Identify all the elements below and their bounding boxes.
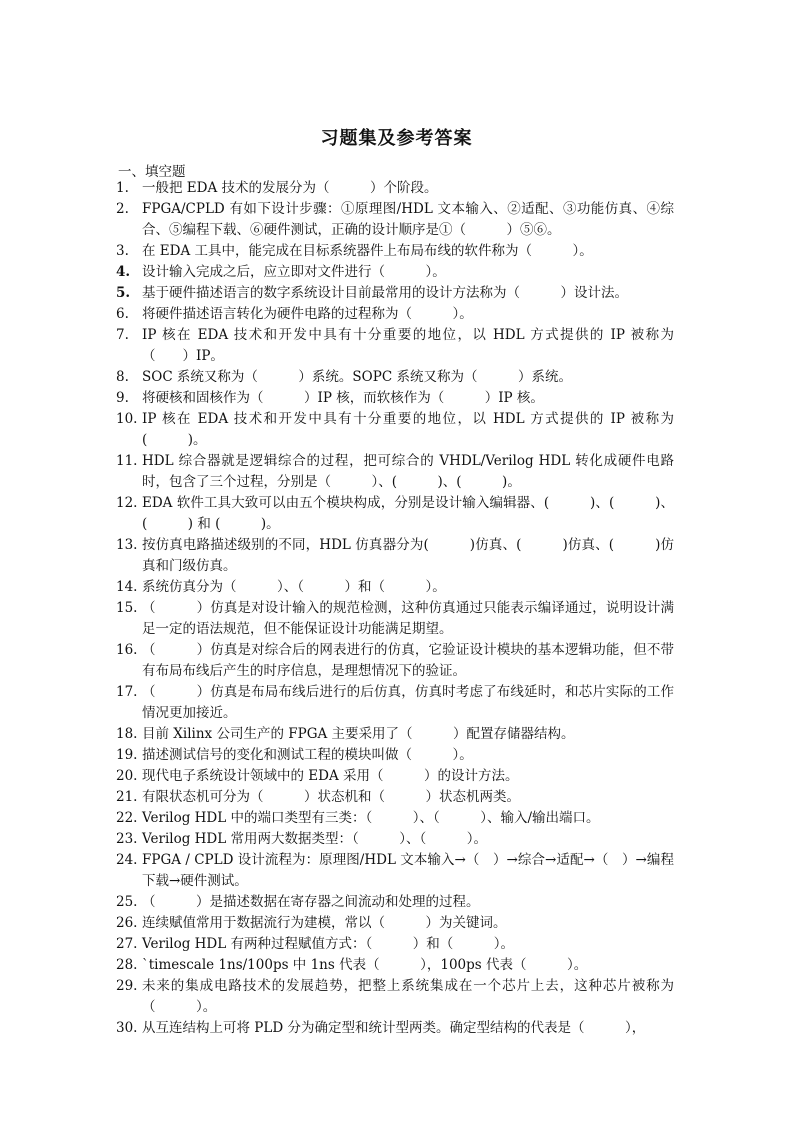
question-item — [0, 262, 674, 283]
question-number: 10. — [116, 411, 138, 427]
question-number: 30. — [116, 1020, 138, 1036]
page-title: 习题集及参考答案 — [320, 128, 473, 149]
question-item — [0, 934, 674, 955]
question-text: 系统仿真分为（ ）、（ ）和（ ）。 — [142, 579, 446, 595]
question-number: 13. — [116, 537, 138, 553]
question-item — [0, 955, 674, 976]
question-number: 21. — [116, 789, 138, 805]
question-text: 现代电子系统设计领域中的 EDA 采用（ ）的设计方法。 — [142, 768, 519, 784]
question-text: SOC 系统又称为（ ）系统。SOPC 系统又称为（ ）系统。 — [142, 369, 572, 385]
question-item — [0, 451, 674, 493]
question-text: 按仿真电路描述级别的不同，HDL 仿真器分为( )仿真、( )仿真、( )仿真和门级仿真。 — [142, 537, 674, 574]
question-item — [0, 304, 674, 325]
question-number: 22. — [116, 810, 138, 826]
question-text: 描述测试信号的变化和测试工程的模块叫做（ ）。 — [142, 747, 473, 763]
question-number: 2. — [116, 201, 129, 217]
question-item — [0, 787, 674, 808]
question-item — [0, 493, 674, 535]
question-text: FPGA/CPLD 有如下设计步骤：①原理图/HDL 文本输入、②适配、③功能仿真、④综合、⑤编程下载、⑥硬件测试，正确的设计顺序是①（ ）⑤⑥。 — [142, 201, 674, 238]
question-number: 9. — [116, 390, 129, 406]
question-number: 5. — [116, 285, 131, 301]
question-item — [0, 577, 674, 598]
question-number: 8. — [116, 369, 129, 385]
question-text: 从互连结构上可将 PLD 分为确定型和统计型两类。确定型结构的代表是（ ）， — [142, 1020, 646, 1036]
question-text: Verilog HDL 中的端口类型有三类：（ ）、（ ）、输入/输出端口。 — [142, 810, 600, 826]
question-item — [0, 724, 674, 745]
question-item — [0, 367, 674, 388]
question-text: IP 核在 EDA 技术和开发中具有十分重要的地位，以 HDL 方式提供的 IP 被称为( )。 — [142, 411, 674, 448]
question-text: EDA 软件工具大致可以由五个模块构成，分别是设计输入编辑器、( )、( )、( ) 和 ( )。 — [142, 495, 674, 532]
question-text: 设计输入完成之后，应立即对文件进行（ ）。 — [142, 264, 446, 280]
question-text: （ ）是描述数据在寄存器之间流动和处理的过程。 — [142, 894, 480, 910]
question-text: （ ）仿真是对综合后的网表进行的仿真，它验证设计模块的基本逻辑功能，但不带有布局布线后产生的时序信息，是理想情况下的验证。 — [142, 642, 674, 679]
question-item — [0, 892, 674, 913]
question-number: 15. — [116, 600, 138, 616]
question-number: 17. — [116, 684, 138, 700]
question-number: 16. — [116, 642, 138, 658]
question-text: 一般把 EDA 技术的发展分为（ ）个阶段。 — [142, 180, 438, 196]
question-text: 将硬件描述语言转化为硬件电路的过程称为（ ）。 — [142, 306, 473, 322]
question-number: 4. — [116, 264, 131, 280]
question-item — [0, 241, 674, 262]
question-number: 29. — [116, 978, 138, 994]
question-number: 7. — [116, 327, 129, 343]
question-text: （ ）仿真是对设计输入的规范检测，这种仿真通过只能表示编译通过，说明设计满足一定的语法规范，但不能保证设计功能满足期望。 — [142, 600, 674, 637]
question-number: 28. — [116, 957, 138, 973]
question-number: 3. — [116, 243, 129, 259]
question-item — [0, 283, 674, 304]
question-number: 24. — [116, 852, 138, 868]
question-text: 基于硬件描述语言的数字系统设计目前最常用的设计方法称为（ ）设计法。 — [142, 285, 628, 301]
question-item — [0, 829, 674, 850]
question-item — [0, 325, 674, 367]
question-number: 12. — [116, 495, 138, 511]
question-item — [0, 766, 674, 787]
question-text: 在 EDA 工具中，能完成在目标系统器件上布局布线的软件称为（ ）。 — [142, 243, 593, 259]
question-number: 19. — [116, 747, 138, 763]
question-number: 23. — [116, 831, 138, 847]
question-item — [0, 640, 674, 682]
question-number: 25. — [116, 894, 138, 910]
question-number: 26. — [116, 915, 138, 931]
question-text: 未来的集成电路技术的发展趋势，把整上系统集成在一个芯片上去，这种芯片被称为（ ）。 — [142, 978, 674, 1015]
question-text: 连续赋值常用于数据流行为建模，常以（ ）为关键词。 — [142, 915, 507, 931]
question-item — [0, 913, 674, 934]
question-text: Verilog HDL 常用两大数据类型：（ ）、（ ）。 — [142, 831, 488, 847]
question-item — [0, 745, 674, 766]
question-item — [0, 850, 674, 892]
question-text: 有限状态机可分为（ ）状态机和（ ）状态机两类。 — [142, 789, 520, 805]
question-text: （ ）仿真是布局布线后进行的后仿真，仿真时考虑了布线延时，和芯片实际的工作情况更加接近。 — [142, 684, 674, 721]
question-text: HDL 综合器就是逻辑综合的过程，把可综合的 VHDL/Verilog HDL 转化成硬件电路时，包含了三个过程，分别是（ ）、( )、( )。 — [142, 453, 674, 490]
question-number: 11. — [116, 453, 138, 469]
question-text: FPGA / CPLD 设计流程为：原理图/HDL 文本输入→（ ）→综合→适配→（ ）→编程下载→硬件测试。 — [142, 852, 674, 889]
question-number: 14. — [116, 579, 138, 595]
question-text: 目前 Xilinx 公司生产的 FPGA 主要采用了（ ）配置存储器结构。 — [142, 726, 575, 742]
question-text: Verilog HDL 有两种过程赋值方式：（ ）和（ ）。 — [142, 936, 515, 952]
question-item — [0, 199, 674, 241]
section-heading: 一、填空题 — [118, 164, 186, 180]
question-item — [0, 535, 674, 577]
question-item — [0, 976, 674, 1018]
question-list — [0, 178, 793, 1039]
question-number: 20. — [116, 768, 138, 784]
question-item — [0, 178, 674, 199]
question-item — [0, 388, 674, 409]
question-text: 将硬核和固核作为（ ）IP 核，而软核作为（ ）IP 核。 — [142, 390, 544, 406]
question-item — [0, 808, 674, 829]
question-number: 6. — [116, 306, 129, 322]
question-text: `timescale 1ns/100ps 中 1ns 代表（ ），100ps 代表（ ）。 — [142, 957, 588, 973]
question-number: 1. — [116, 180, 129, 196]
question-item — [0, 409, 674, 451]
question-item — [0, 682, 674, 724]
question-item — [0, 1018, 674, 1039]
question-item — [0, 598, 674, 640]
question-number: 18. — [116, 726, 138, 742]
question-text: IP 核在 EDA 技术和开发中具有十分重要的地位，以 HDL 方式提供的 IP 被称为（ ）IP。 — [142, 327, 674, 364]
question-number: 27. — [116, 936, 138, 952]
